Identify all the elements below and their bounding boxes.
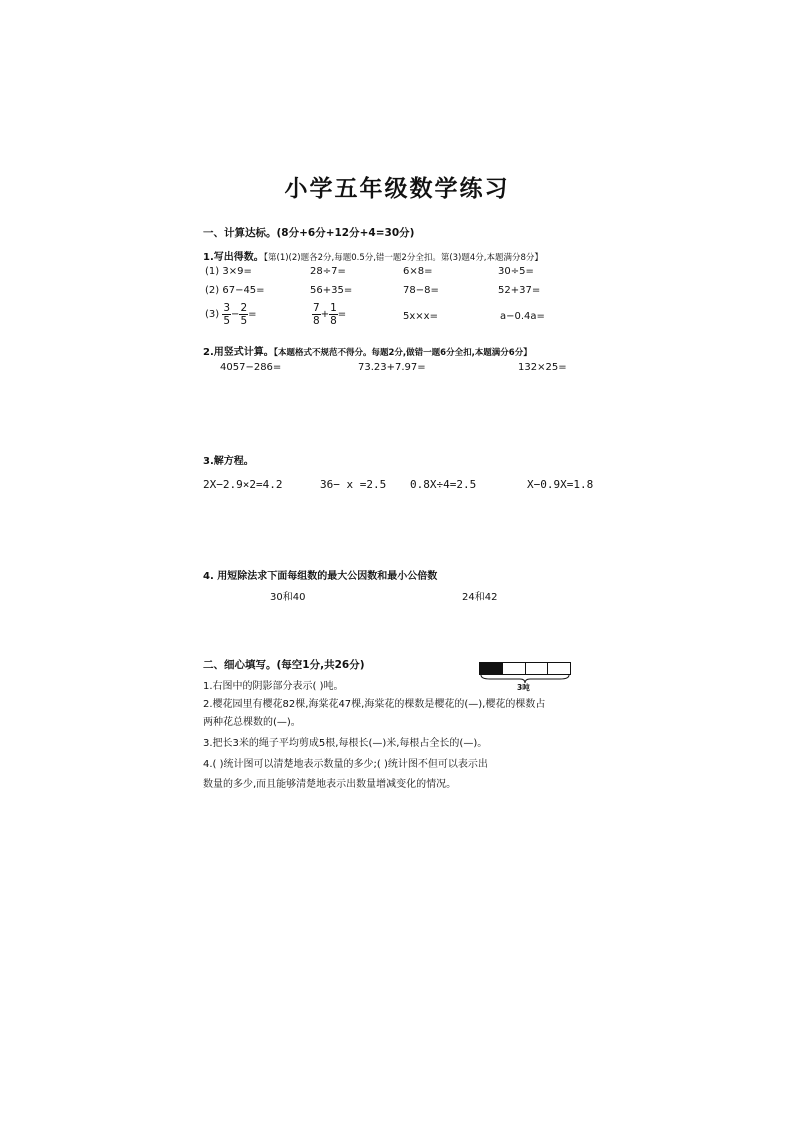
- fraction-a2-num: 2: [240, 302, 248, 314]
- fraction-b2-num: 1: [330, 302, 337, 314]
- q2-note: 【本题格式不规范不得分。每题2分,做错一题6分全扣,本题满分6分】: [273, 348, 532, 358]
- fraction-a-eq: =: [248, 309, 257, 320]
- section2-heading: 二、细心填写。(每空1分,共26分): [203, 659, 365, 671]
- tape-total-label: 3吨: [517, 683, 530, 692]
- q1-row3: [205, 302, 257, 327]
- q1-row1-d: 30÷5=: [498, 266, 534, 277]
- q1-row1-a: (1) 3×9=: [205, 266, 252, 277]
- q1-row3-prefix: (3): [205, 309, 220, 320]
- q1-row3-b: [312, 302, 346, 327]
- fraction-b1: [312, 302, 321, 327]
- q3-item-1: 2X−2.9×2=4.2: [203, 478, 283, 491]
- fraction-a2-den: 5: [240, 315, 248, 327]
- fraction-b2-den: 8: [330, 315, 337, 327]
- s2-q3: 3.把长3米的绳子平均剪成5根,每根长(—)米,每根占全长的(—)。: [203, 738, 488, 749]
- q1-note: 【第(1)(2)题各2分,每题0.5分,错一题2分全扣。第(3)题4分,本题满分8分】: [263, 253, 543, 263]
- s2-q1: 1.右图中的阴影部分表示( )吨。: [203, 681, 344, 692]
- q1-row3-c: 5x×x=: [403, 311, 438, 322]
- q1-row1-b: 28÷7=: [310, 266, 346, 277]
- q2-item-3: 132×25=: [518, 362, 567, 373]
- fraction-a1: [222, 302, 231, 327]
- tape-cell: [526, 663, 549, 674]
- fraction-b-op: +: [320, 309, 330, 320]
- q1-row2-d: 52+37=: [498, 285, 541, 296]
- q2-item-1: 4057−286=: [220, 362, 282, 373]
- q1-row2-b: 56+35=: [310, 285, 353, 296]
- q2-item-2: 73.23+7.97=: [358, 362, 426, 373]
- q1-row2-c: 78−8=: [403, 285, 439, 296]
- q3-item-4: X−0.9X=1.8: [527, 478, 594, 491]
- fraction-a-op: −: [231, 309, 240, 320]
- q1-label: 1.写出得数。: [203, 252, 264, 263]
- q4-label: 4. 用短除法求下面每组数的最大公因数和最小公倍数: [203, 571, 438, 582]
- fraction-b-eq: =: [337, 309, 347, 320]
- q1-row2-a: (2) 67−45=: [205, 285, 265, 296]
- tape-cell-shaded: [480, 663, 503, 674]
- fraction-b1-num: 7: [313, 302, 320, 314]
- q2-label: 2.用竖式计算。: [203, 347, 274, 358]
- section1-heading: 一、计算达标。(8分+6分+12分+4=30分): [203, 227, 415, 239]
- page-title: 小学五年级数学练习: [284, 176, 510, 202]
- q1-row3-d: a−0.4a=: [500, 311, 545, 322]
- fraction-b2: [329, 302, 338, 327]
- s2-q2-line2: 两种花总棵数的(—)。: [203, 717, 301, 728]
- q3-item-3: 0.8X÷4=2.5: [410, 478, 477, 491]
- tape-cell: [503, 663, 526, 674]
- tape-cell: [548, 663, 570, 674]
- q4-item-2: 24和42: [462, 592, 498, 603]
- s2-q4-line2: 数量的多少,而且能够清楚地表示出数量增减变化的情况。: [203, 779, 457, 790]
- fraction-b1-den: 8: [313, 315, 320, 327]
- tape-diagram: [479, 662, 571, 675]
- q4-item-1: 30和40: [270, 592, 306, 603]
- q3-label: 3.解方程。: [203, 456, 254, 467]
- fraction-a2: [239, 302, 248, 327]
- fraction-a1-den: 5: [223, 315, 231, 327]
- q2-line: [203, 343, 532, 358]
- q1-line: [203, 248, 543, 263]
- fraction-a1-num: 3: [223, 302, 231, 314]
- s2-q2-line1: 2.樱花园里有樱花82棵,海棠花47棵,海棠花的棵数是樱花的(—),樱花的棵数占: [203, 699, 546, 710]
- s2-q4-line1: 4.( )统计图可以清楚地表示数量的多少;( )统计图不但可以表示出: [203, 759, 488, 770]
- q3-item-2: 36− x =2.5: [320, 478, 387, 491]
- q1-row1-c: 6×8=: [403, 266, 433, 277]
